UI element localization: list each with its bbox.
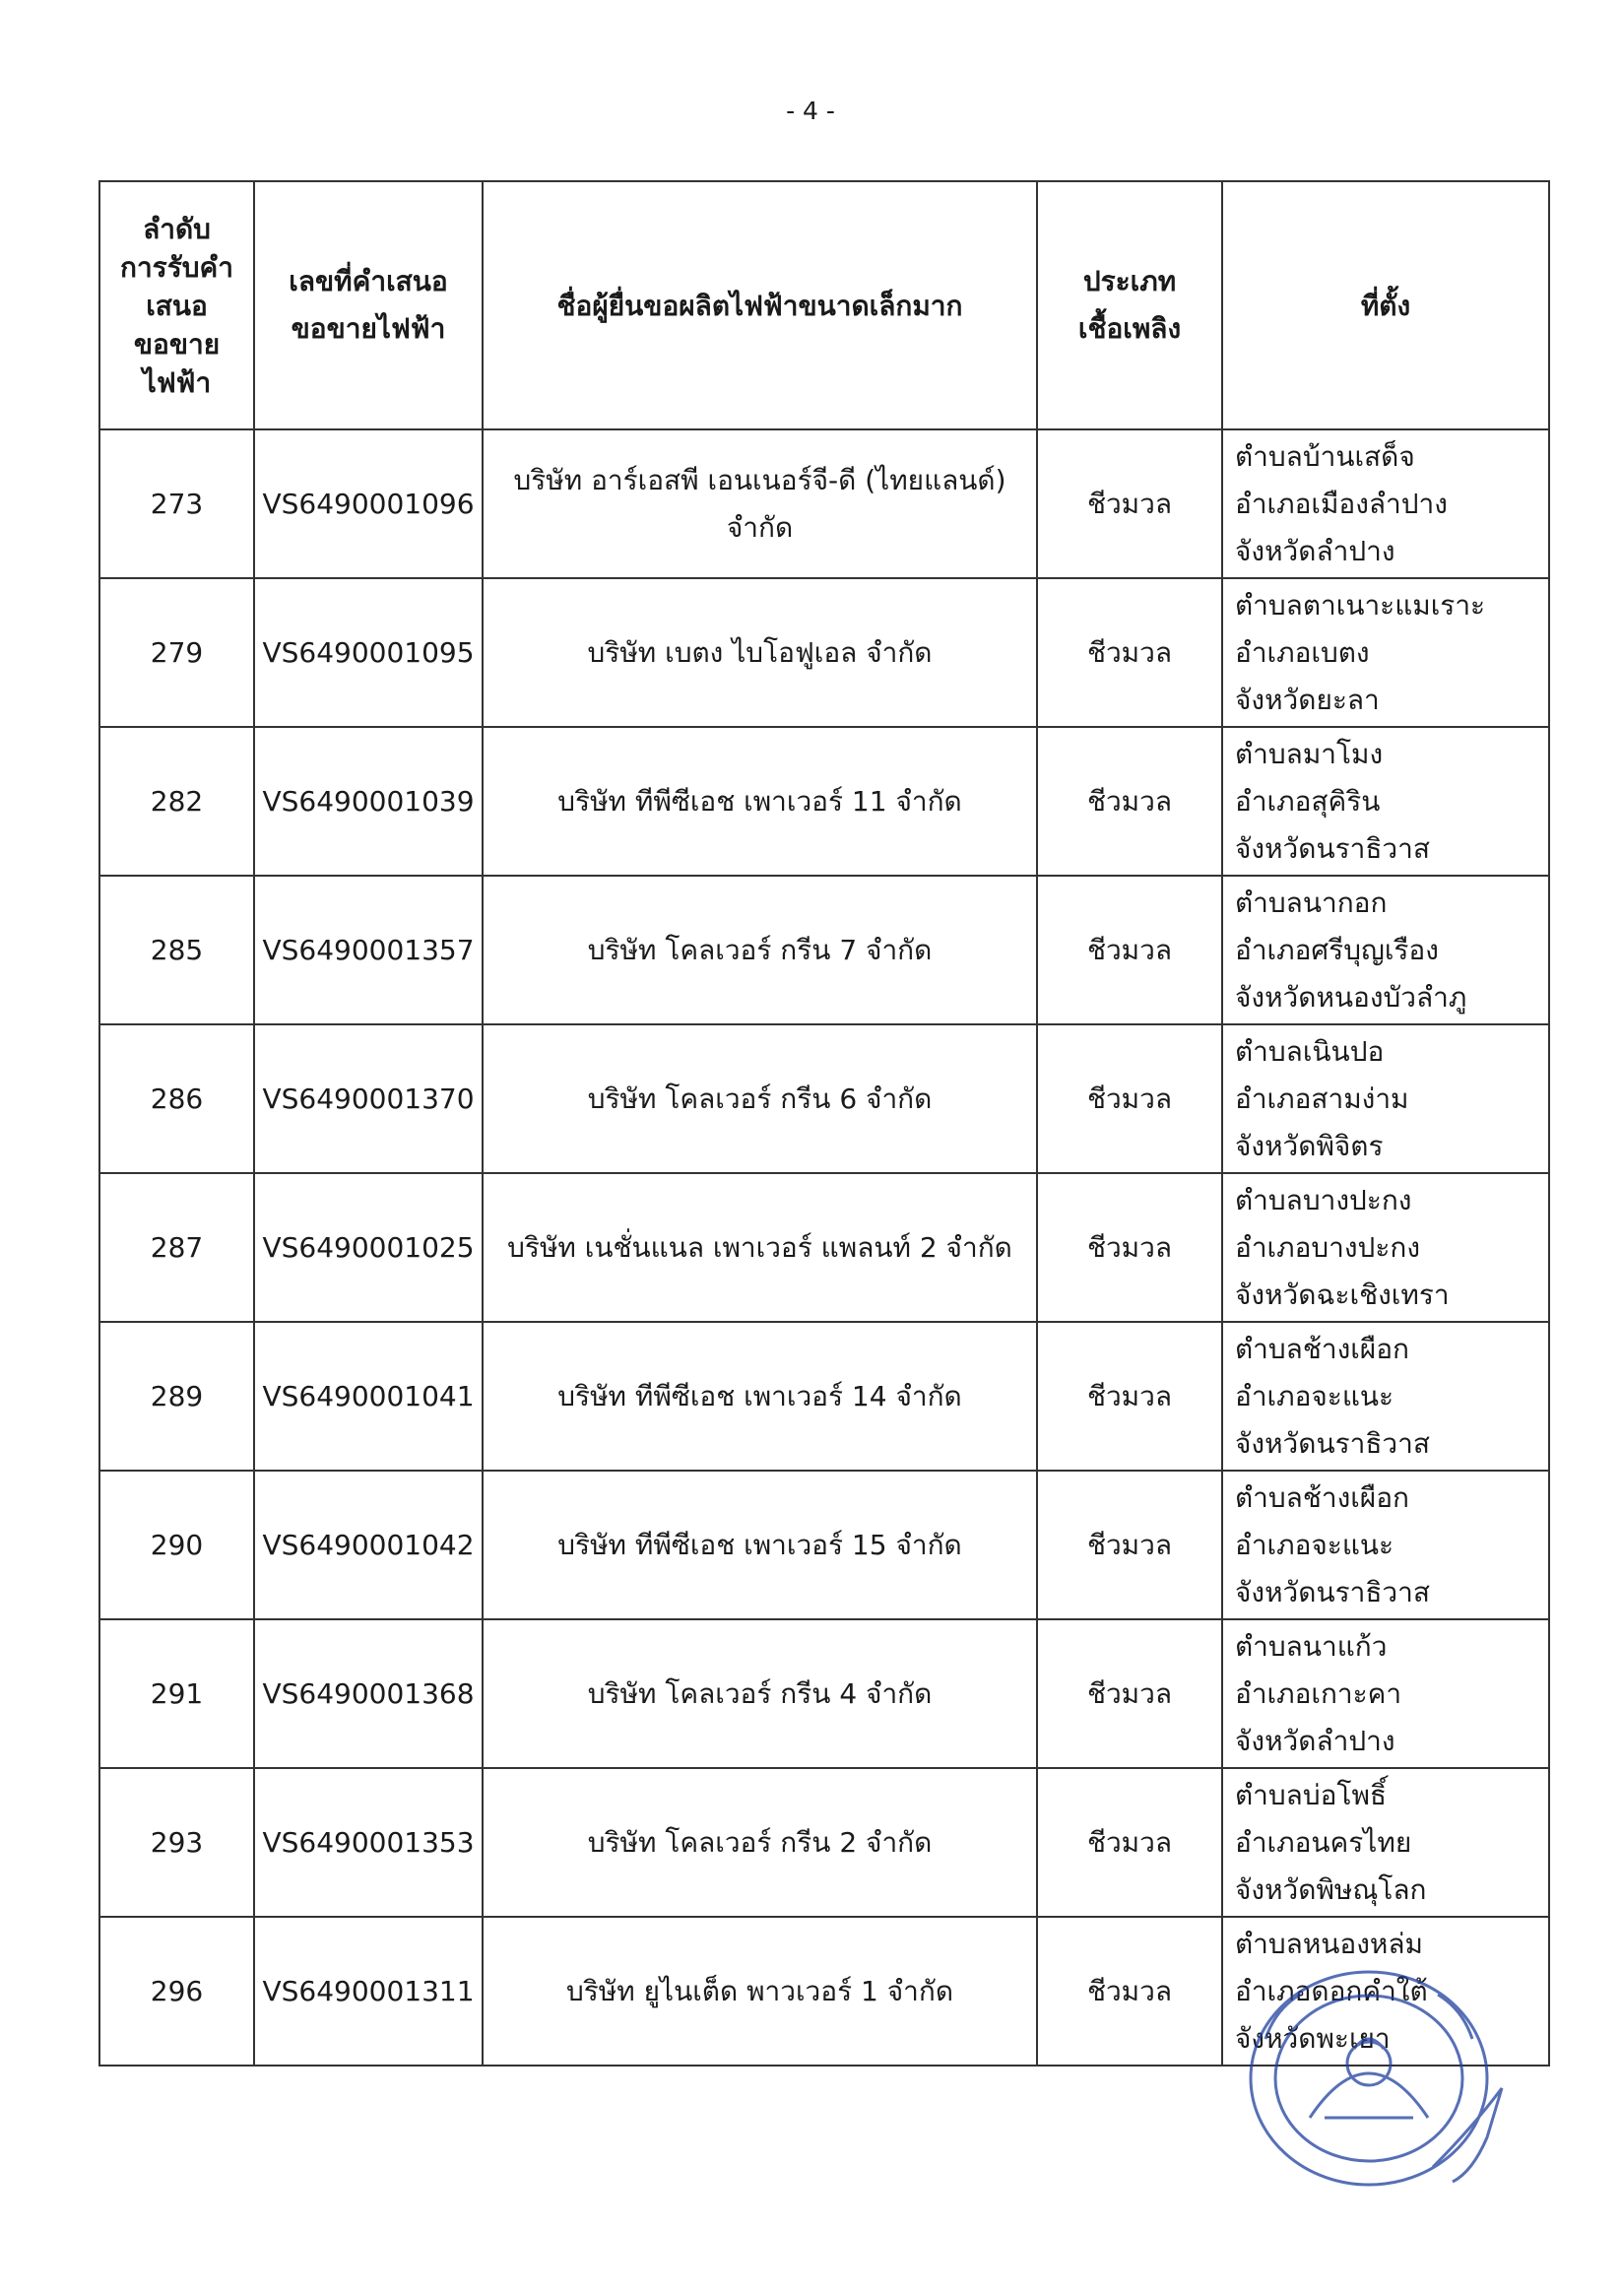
cell-location-line: จังหวัดลำปาง [1235,534,1395,567]
cell-seq: 273 [99,429,254,578]
table-header-row [99,181,1549,429]
cell-location-line: อำเภอศรีบุญเรือง [1235,933,1439,966]
cell-location-line: จังหวัดพะเยา [1235,2021,1391,2055]
cell-location-line: จังหวัดนราธิวาส [1235,831,1430,865]
cell-proposal-no: VS6490001353 [254,1768,483,1917]
cell-location-line: อำเภอนครไทย [1235,1825,1412,1859]
cell-applicant [483,876,1037,1024]
cell-seq: 287 [99,1173,254,1322]
cell-location [1222,578,1549,727]
cell-location-line: ตำบลบ่อโพธิ์ [1235,1778,1388,1811]
cell-location [1222,1768,1549,1917]
cell-seq: 293 [99,1768,254,1917]
cell-applicant-line: บริษัท โคลเวอร์ กรีน 2 จำกัด [587,1825,933,1859]
cell-location-line: ตำบลหนองหล่ม [1235,1927,1423,1960]
table-row [99,578,1549,727]
cell-fuel: ชีวมวล [1037,1471,1222,1619]
cell-location-line: ตำบลช้างเผือก [1235,1480,1409,1514]
cell-applicant [483,1768,1037,1917]
table-row [99,1173,1549,1322]
cell-seq: 286 [99,1024,254,1173]
cell-proposal-no: VS6490001368 [254,1619,483,1768]
table-row [99,1024,1549,1173]
cell-location-line: อำเภอสุคิริน [1235,784,1381,818]
cell-proposal-no: VS6490001025 [254,1173,483,1322]
cell-applicant [483,1024,1037,1173]
header-seq-line: เสนอ [146,289,208,322]
cell-applicant [483,578,1037,727]
header-fuel-line: เชื้อเพลิง [1077,312,1182,345]
cell-location-line: อำเภอเมืองลำปาง [1235,487,1448,520]
header-seq-line: การรับคำ [120,250,233,284]
cell-fuel: ชีวมวล [1037,727,1222,876]
cell-proposal-no: VS6490001370 [254,1024,483,1173]
cell-fuel: ชีวมวล [1037,1917,1222,2066]
cell-location-line: อำเภอจะแนะ [1235,1379,1394,1412]
cell-applicant-line: บริษัท อาร์เอสพี เอนเนอร์จี-ดี (ไทยแลนด์) [513,463,1006,496]
cell-location-line: จังหวัดลำปาง [1235,1724,1395,1757]
cell-location-line: ตำบลเนินปอ [1235,1034,1385,1068]
header-fuel-line: ประเภท [1082,265,1177,297]
cell-seq: 290 [99,1471,254,1619]
official-seal-icon [1206,1970,1522,2201]
header-proposal-no [254,181,483,429]
cell-location-line: อำเภอสามง่าม [1235,1082,1409,1115]
cell-applicant [483,1322,1037,1471]
cell-applicant-line: บริษัท เนชั่นแนล เพาเวอร์ แพลนท์ 2 จำกัด [507,1230,1012,1264]
cell-location-line: จังหวัดพิจิตร [1235,1129,1384,1162]
cell-seq: 291 [99,1619,254,1768]
cell-applicant-line: บริษัท โคลเวอร์ กรีน 4 จำกัด [587,1676,933,1710]
cell-applicant [483,1173,1037,1322]
cell-fuel: ชีวมวล [1037,1619,1222,1768]
cell-proposal-no: VS6490001096 [254,429,483,578]
header-fuel [1037,181,1222,429]
cell-applicant-line: บริษัท ทีพีซีเอช เพาเวอร์ 15 จำกัด [557,1528,962,1561]
cell-location-line: ตำบลมาโมง [1235,737,1384,770]
cell-location [1222,1024,1549,1173]
header-proposal-no-line: เลขที่คำเสนอ [289,265,448,297]
cell-applicant-line: จำกัด [726,510,794,544]
cell-applicant [483,1471,1037,1619]
cell-location-line: อำเภอจะแนะ [1235,1528,1394,1561]
cell-location-line: จังหวัดนราธิวาส [1235,1575,1430,1608]
cell-location-line: จังหวัดฉะเชิงเทรา [1235,1278,1450,1311]
cell-location-line: อำเภอเกาะคา [1235,1676,1402,1710]
cell-applicant-line: บริษัท ทีพีซีเอช เพาเวอร์ 11 จำกัด [557,784,962,818]
cell-proposal-no: VS6490001357 [254,876,483,1024]
cell-location [1222,1173,1549,1322]
cell-location-line: จังหวัดหนองบัวลำภู [1235,980,1467,1014]
header-applicant-line: ชื่อผู้ยื่นขอผลิตไฟฟ้าขนาดเล็กมาก [556,289,963,322]
cell-location [1222,1619,1549,1768]
cell-applicant-line: บริษัท เบตง ไบโอฟูเอล จำกัด [587,635,933,669]
cell-location-line: ตำบลตาเนาะแมเราะ [1235,588,1486,622]
cell-applicant-line: บริษัท ยูไนเต็ด พาวเวอร์ 1 จำกัด [565,1974,954,2007]
cell-applicant [483,429,1037,578]
header-location-line: ที่ตั้ง [1360,289,1411,322]
cell-fuel: ชีวมวล [1037,429,1222,578]
cell-applicant [483,1619,1037,1768]
cell-location-line: จังหวัดพิษณุโลก [1235,1872,1427,1906]
cell-applicant [483,1917,1037,2066]
header-seq-line: ขอขาย [133,327,221,361]
table-row [99,1471,1549,1619]
cell-fuel: ชีวมวล [1037,876,1222,1024]
cell-location-line: จังหวัดยะลา [1235,683,1380,716]
header-applicant [483,181,1037,429]
page-number: - 4 - [786,97,835,125]
cell-proposal-no: VS6490001311 [254,1917,483,2066]
table-row [99,1619,1549,1768]
cell-applicant [483,727,1037,876]
cell-location-line: ตำบลนากอก [1235,886,1388,919]
cell-location-line: ตำบลช้างเผือก [1235,1332,1409,1365]
cell-location-line: ตำบลบ้านเสด็จ [1235,439,1415,473]
cell-location-line: อำเภอบางปะกง [1235,1230,1420,1264]
table-row [99,1322,1549,1471]
header-location [1222,181,1549,429]
cell-location-line: ตำบลบางปะกง [1235,1183,1412,1216]
cell-proposal-no: VS6490001039 [254,727,483,876]
cell-location-line: จังหวัดนราธิวาส [1235,1426,1430,1460]
cell-location [1222,876,1549,1024]
cell-location [1222,1322,1549,1471]
cell-applicant-line: บริษัท ทีพีซีเอช เพาเวอร์ 14 จำกัด [557,1379,962,1412]
cell-fuel: ชีวมวล [1037,1768,1222,1917]
header-seq-line: ลำดับ [143,212,211,245]
cell-fuel: ชีวมวล [1037,578,1222,727]
table-row [99,429,1549,578]
table-row [99,1768,1549,1917]
cell-fuel: ชีวมวล [1037,1173,1222,1322]
cell-fuel: ชีวมวล [1037,1322,1222,1471]
proposal-table [98,180,1550,2066]
cell-fuel: ชีวมวล [1037,1024,1222,1173]
cell-seq: 289 [99,1322,254,1471]
cell-proposal-no: VS6490001041 [254,1322,483,1471]
header-seq-line: ไฟฟ้า [142,365,212,399]
cell-seq: 285 [99,876,254,1024]
table-row [99,727,1549,876]
cell-seq: 296 [99,1917,254,2066]
cell-proposal-no: VS6490001095 [254,578,483,727]
table-row [99,876,1549,1024]
cell-proposal-no: VS6490001042 [254,1471,483,1619]
cell-applicant-line: บริษัท โคลเวอร์ กรีน 6 จำกัด [587,1082,933,1115]
cell-location-line: ตำบลนาแก้ว [1235,1629,1388,1663]
header-proposal-no-line: ขอขายไฟฟ้า [291,312,446,345]
cell-seq: 279 [99,578,254,727]
cell-location [1222,727,1549,876]
cell-seq: 282 [99,727,254,876]
header-seq [99,181,254,429]
cell-location-line: อำเภอดอกคำใต้ [1235,1974,1428,2007]
cell-location [1222,429,1549,578]
cell-location-line: อำเภอเบตง [1235,635,1370,669]
cell-location [1222,1471,1549,1619]
cell-applicant-line: บริษัท โคลเวอร์ กรีน 7 จำกัด [587,933,933,966]
